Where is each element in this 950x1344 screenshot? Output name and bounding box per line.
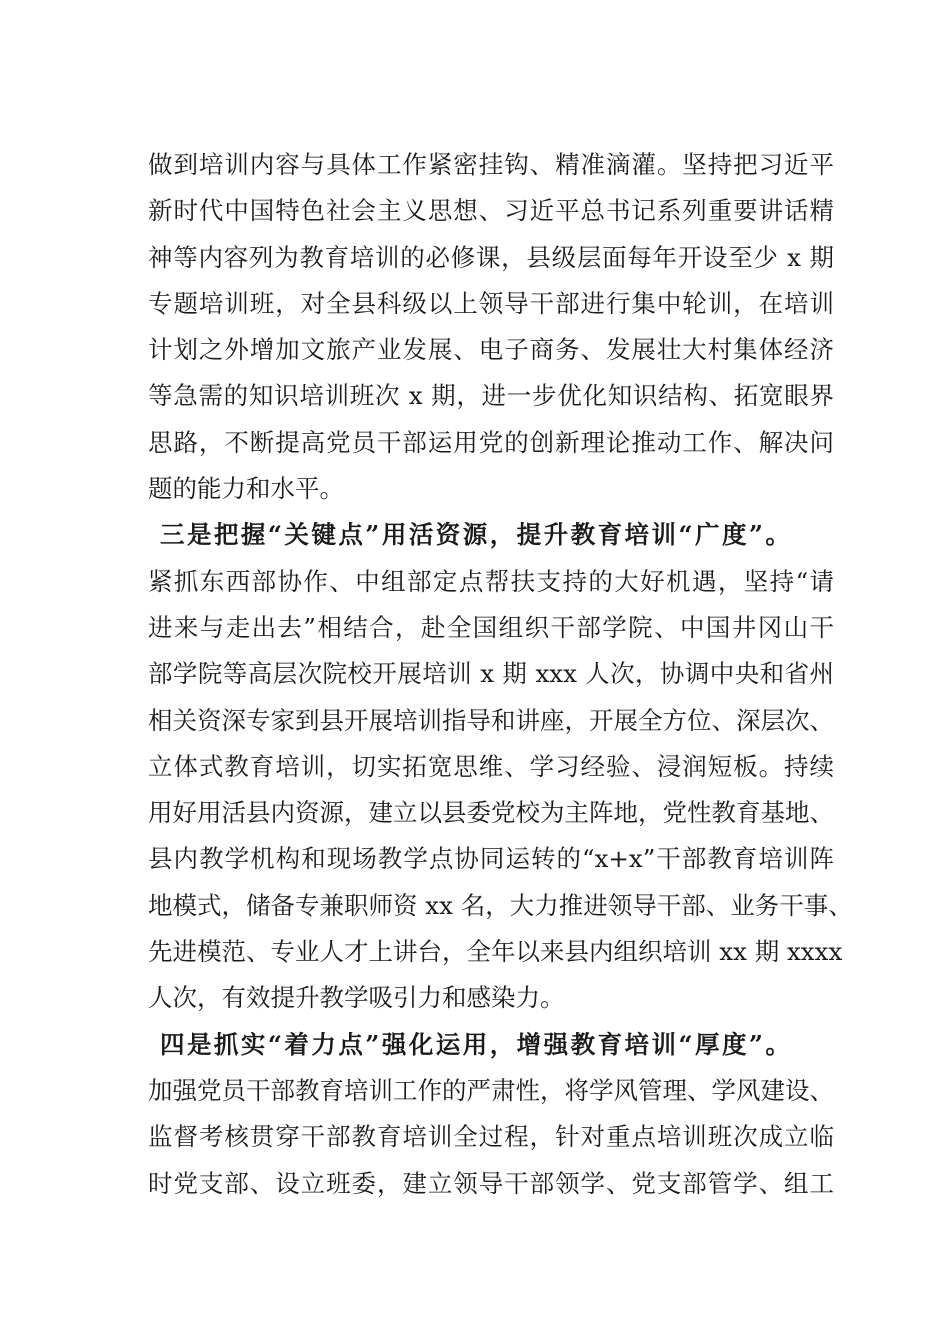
- text-line: 神等内容列为教育培训的必修课，县级层面每年开设至少 x 期: [148, 242, 834, 272]
- paragraph-1: [148, 142, 834, 512]
- text-line: 部学院等高层次院校开展培训 x 期 xxx 人次，协调中央和省州: [148, 659, 834, 689]
- text-line: 县内教学机构和现场教学点协同运转的“x+x”干部教育培训阵: [148, 844, 834, 874]
- text-line: 题的能力和水平。: [148, 474, 344, 504]
- text-line: 时党支部、设立班委，建立领导干部领学、党支部管学、组工: [148, 1168, 834, 1198]
- section-heading-text: 三是把握“关键点”用活资源，提升教育培训“广度”。: [160, 520, 790, 550]
- text-line: 进来与走出去”相结合，赴全国组织干部学院、中国井冈山干: [148, 612, 834, 642]
- text-line: 加强党员干部教育培训工作的严肃性，将学风管理、学风建设、: [148, 1075, 834, 1105]
- section-4: [148, 1022, 834, 1207]
- text-line: 新时代中国特色社会主义思想、习近平总书记系列重要讲话精: [148, 196, 834, 226]
- section-heading: [148, 512, 834, 558]
- text-line: 地模式，储备专兼职师资 xx 名，大力推进领导干部、业务干事、: [148, 890, 853, 920]
- text-line: 做到培训内容与具体工作紧密挂钩、精准滴灌。坚持把习近平: [148, 150, 834, 179]
- text-line: 人次，有效提升教学吸引力和感染力。: [148, 983, 565, 1013]
- text-line: 等急需的知识培训班次 x 期，进一步优化知识结构、拓宽眼界: [148, 381, 834, 411]
- text-line: 相关资深专家到县开展培训指导和讲座，开展全方位、深层次、: [148, 705, 834, 735]
- section-heading-text: 四是抓实“着力点”强化运用，增强教育培训“厚度”。: [160, 1029, 790, 1059]
- text-line: 先进模范、专业人才上讲台，全年以来县内组织培训 xx 期 xxxx: [148, 937, 843, 967]
- text-line: 用好用活县内资源，建立以县委党校为主阵地，党性教育基地、: [148, 798, 834, 828]
- text-line: 紧抓东西部协作、中组部定点帮扶支持的大好机遇，坚持“请: [148, 566, 834, 596]
- text-line: 专题培训班，对全县科级以上领导干部进行集中轮训，在培训: [148, 288, 834, 318]
- section-heading: [148, 1022, 834, 1068]
- section-3: [148, 512, 853, 1021]
- document-body: [148, 142, 853, 1207]
- text-line: 立体式教育培训，切实拓宽思维、学习经验、浸润短板。持续: [148, 751, 834, 781]
- text-line: 计划之外增加文旅产业发展、电子商务、发展壮大村集体经济: [148, 335, 834, 365]
- text-line: 思路，不断提高党员干部运用党的创新理论推动工作、解决问: [148, 427, 834, 457]
- text-line: 监督考核贯穿干部教育培训全过程，针对重点培训班次成立临: [148, 1122, 834, 1152]
